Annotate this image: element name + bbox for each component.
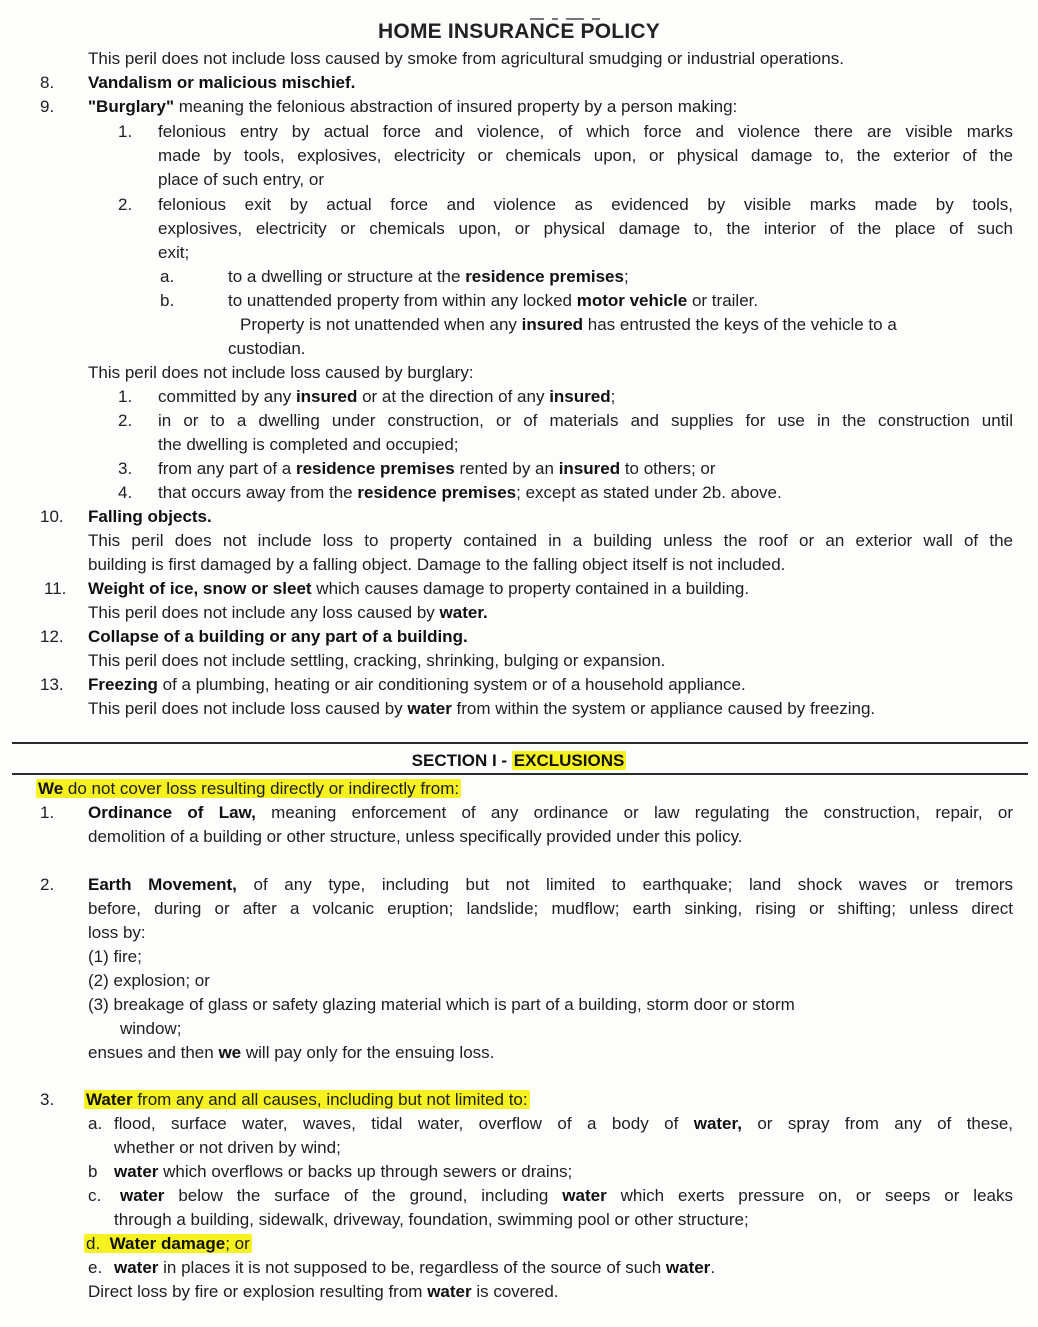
intro-we: We: [38, 779, 64, 798]
water-b-number: b: [88, 1162, 98, 1181]
exclusion-3-title-rest: from any and all causes, including but not limited to:: [132, 1090, 528, 1109]
item-11-note-pre: This peril does not include any loss caused by: [88, 603, 440, 622]
water-d-post: ; or: [225, 1234, 250, 1253]
burglary-a-pre: to a dwelling or structure at the: [228, 267, 466, 286]
item-8-number: 8.: [40, 73, 55, 92]
item-11-rest: which causes damage to property contained in a building.: [311, 579, 750, 598]
ensue-post: will pay only for the ensuing loss.: [241, 1043, 495, 1062]
item-9-number: 9.: [40, 97, 55, 116]
item-13-note-pre: This peril does not include loss caused by: [88, 699, 408, 718]
ensue-pre: ensues and then: [88, 1043, 219, 1062]
burglary-ex-2-line2: the dwelling is completed and occupied;: [158, 435, 459, 454]
water-d-bold: Water damage: [109, 1234, 226, 1253]
water-e-mid: in places it is not supposed to be, regardless of the source of such: [158, 1258, 666, 1277]
water-d: [84, 1232, 252, 1256]
ex1-mid: or at the direction of any: [357, 387, 550, 406]
burglary-ex-4-text: [158, 481, 782, 505]
burglary-sub-2-number: 2.: [118, 195, 133, 214]
ex1-post: ;: [610, 387, 616, 406]
burglary-sub-2-line2: explosives, electricity or chemicals upon, or physical damage to, the interior of the place of such: [158, 219, 1013, 238]
water-e-bold2: water: [665, 1258, 711, 1277]
burglary-a-post: ;: [623, 267, 629, 286]
item-13-note: [88, 697, 875, 721]
burglary-ex-1-number: 1.: [118, 387, 133, 406]
burglary-sub-1-line3: place of such entry, or: [158, 170, 324, 189]
water-a-line2: whether or not driven by wind;: [114, 1138, 341, 1157]
burglary-sub-2-line1: felonious exit by actual force and violence as evidenced by visible marks made by tools,: [158, 195, 1013, 214]
scan-artifact: [530, 6, 660, 10]
b-note-bold: insured: [521, 315, 584, 334]
document-title: HOME INSURANCE POLICY: [378, 20, 660, 43]
water-a-number: a.: [88, 1114, 103, 1133]
item-10-title-text: Falling objects.: [88, 507, 212, 526]
item-10-number: 10.: [40, 507, 64, 526]
burglary-ex-2-number: 2.: [118, 411, 133, 430]
water-a-pre: flood, surface water, waves, tidal water, overflow of a body of: [114, 1114, 694, 1133]
item-13-note-post: from within the system or appliance caused by freezing.: [451, 699, 876, 718]
item-9-title: "Burglary": [88, 97, 175, 116]
section-heading-prefix: SECTION I -: [411, 751, 512, 770]
exclusion-2-number: 2.: [40, 875, 55, 894]
item-8-title-text: Vandalism or malicious mischief.: [88, 73, 356, 92]
burglary-b-text: [228, 289, 758, 313]
section-rule-top: [12, 742, 1028, 744]
exclusion-1-line1: [88, 801, 1013, 825]
water-e-bold: water: [114, 1258, 159, 1277]
exclusion-2-ensue: [88, 1041, 494, 1065]
exclusion-1-title: Ordinance of Law,: [88, 803, 256, 822]
exclusion-3-highlight: [84, 1090, 530, 1109]
item-11-note: [88, 601, 488, 625]
water-c-line1: [120, 1184, 1013, 1208]
burglary-exclusion-lead: This peril does not include loss caused by burglary:: [88, 363, 474, 382]
ex3-mid: rented by an: [454, 459, 559, 478]
exclusion-2-line1-text: of any type, including but not limited to earthquake; land shock waves or tremors: [236, 875, 1013, 894]
item-10-title: [88, 505, 212, 529]
exclusion-2-line1: [88, 873, 1013, 897]
closing-bold: water: [427, 1282, 472, 1301]
ex1-b2: insured: [549, 387, 611, 406]
water-b-bold: water: [114, 1162, 159, 1181]
ex3-b1: residence premises: [295, 459, 455, 478]
ex3-b2: insured: [558, 459, 621, 478]
burglary-b-post: or trailer.: [687, 291, 759, 310]
exclusions-intro: [36, 777, 461, 801]
exclusions-intro-highlight: [36, 779, 461, 798]
water-c-bold: water: [120, 1186, 165, 1205]
exclusion-3-title-bold: Water: [86, 1090, 133, 1109]
exclusion-2-line2: before, during or after a volcanic eruption; landslide; mudflow; earth sinking, rising or shifting; unless direct: [88, 899, 1013, 918]
water-c-number: c.: [88, 1186, 102, 1205]
ensue-we: we: [218, 1043, 242, 1062]
b-note-pre: Property is not unattended when any: [240, 315, 522, 334]
item-13-number: 13.: [40, 675, 64, 694]
ex3-pre: from any part of a: [158, 459, 296, 478]
exclusion-1-line1-text: meaning enforcement of any ordinance or law regulating the construction, repair, or: [255, 803, 1013, 822]
water-b-post: which overflows or backs up through sewers or drains;: [158, 1162, 573, 1181]
water-a-line1: [114, 1112, 1013, 1136]
water-d-number: d.: [86, 1234, 101, 1253]
water-c-line2: through a building, sidewalk, driveway, foundation, swimming pool or other structure;: [114, 1210, 749, 1229]
item-12-title-text: Collapse of a building or any part of a building.: [88, 627, 468, 646]
ex3-post: to others; or: [620, 459, 716, 478]
b-note-post: has entrusted the keys of the vehicle to a: [583, 315, 897, 334]
burglary-sub-1-line1: felonious entry by actual force and violence, of which force and violence there are visible marks: [158, 122, 1013, 141]
item-8-title: [88, 71, 355, 95]
section-rule-bottom: [12, 773, 1028, 775]
ex1-pre: committed by any: [158, 387, 296, 406]
ex4-pre: that occurs away from the: [158, 483, 358, 502]
burglary-ex-3-text: [158, 457, 716, 481]
item-13-title-text: Freezing: [88, 675, 158, 694]
water-b-text: [114, 1160, 572, 1184]
exclusion-1-line2: demolition of a building or other structure, unless specifically provided under this policy.: [88, 827, 743, 846]
burglary-a-bold: residence premises: [465, 267, 624, 286]
item-12-title: [88, 625, 468, 649]
burglary-a-text: [228, 265, 629, 289]
ex1-b1: insured: [295, 387, 358, 406]
item-11-title-text: Weight of ice, snow or sleet: [88, 579, 312, 598]
burglary-b-note-line2: custodian.: [228, 339, 306, 358]
item-13-title: [88, 673, 746, 697]
item-10-line2: building is first damaged by a falling object. Damage to the falling object itself is not included.: [88, 555, 786, 574]
closing-post: is covered.: [471, 1282, 559, 1301]
water-closing: [88, 1280, 559, 1304]
exclusion-2-cause-3: (3) breakage of glass or safety glazing material which is part of a building, storm door or storm: [88, 995, 795, 1014]
item-10-line1: This peril does not include loss to property contained in a building unless the roof or an exterior wall of the: [88, 531, 1013, 550]
burglary-ex-4-number: 4.: [118, 483, 133, 502]
exclusion-3-title: [84, 1088, 530, 1112]
burglary-a-number: a.: [160, 267, 175, 286]
item-13-note-bold: water: [407, 699, 452, 718]
exclusion-1-number: 1.: [40, 803, 55, 822]
burglary-ex-3-number: 3.: [118, 459, 133, 478]
burglary-sub-1-number: 1.: [118, 122, 133, 141]
water-e-text: [114, 1256, 715, 1280]
exclusion-2-cause-1: (1) fire;: [88, 947, 142, 966]
water-a-bold: water,: [693, 1114, 742, 1133]
water-e-number: e.: [88, 1258, 103, 1277]
burglary-sub-2-line3: exit;: [158, 243, 190, 262]
exclusion-2-cause-2: (2) explosion; or: [88, 971, 210, 990]
ex4-b1: residence premises: [357, 483, 517, 502]
water-d-highlight: [84, 1234, 252, 1253]
exclusion-2-title: Earth Movement,: [88, 875, 237, 894]
water-c-post: which exerts pressure on, or seeps or leaks: [606, 1186, 1013, 1205]
burglary-sub-1-line2: made by tools, explosives, electricity or chemicals upon, or physical damage to, the exterior of the: [158, 146, 1013, 165]
closing-pre: Direct loss by fire or explosion resulting from: [88, 1282, 428, 1301]
water-a-post: or spray from any of these,: [741, 1114, 1014, 1133]
burglary-b-bold: motor vehicle: [576, 291, 688, 310]
ex4-post: ; except as stated under 2b. above.: [516, 483, 782, 502]
burglary-ex-2-line1: in or to a dwelling under construction, or of materials and supplies for use in the construction until: [158, 411, 1013, 430]
smoke-exclusion-text: This peril does not include loss caused by smoke from agricultural smudging or industrial operations.: [88, 49, 844, 68]
item-11-number: 11.: [44, 579, 67, 598]
intro-rest: do not cover loss resulting directly or indirectly from:: [63, 779, 460, 798]
item-9-lead: meaning the felonious abstraction of insured property by a person making:: [174, 97, 738, 116]
item-11-title: [88, 577, 749, 601]
burglary-b-pre: to unattended property from within any locked: [228, 291, 577, 310]
section-heading-exclusions: EXCLUSIONS: [513, 751, 625, 770]
exclusion-3-number: 3.: [40, 1090, 55, 1109]
burglary-ex-1-text: [158, 385, 615, 409]
exclusion-2-cause-3b: window;: [120, 1019, 182, 1038]
item-9-heading: [88, 95, 737, 119]
burglary-b-note-line1: [240, 313, 897, 337]
item-13-rest: of a plumbing, heating or air conditioning system or of a household appliance.: [157, 675, 746, 694]
section-heading: [0, 749, 1038, 773]
burglary-b-number: b.: [160, 291, 175, 310]
water-e-post: .: [710, 1258, 716, 1277]
water-c-bold2: water: [562, 1186, 607, 1205]
water-c-mid: below the surface of the ground, including: [164, 1186, 563, 1205]
item-12-number: 12.: [40, 627, 64, 646]
exclusion-2-line3: loss by:: [88, 923, 146, 942]
item-11-note-bold: water.: [439, 603, 488, 622]
item-12-note: This peril does not include settling, cracking, shrinking, bulging or expansion.: [88, 651, 666, 670]
